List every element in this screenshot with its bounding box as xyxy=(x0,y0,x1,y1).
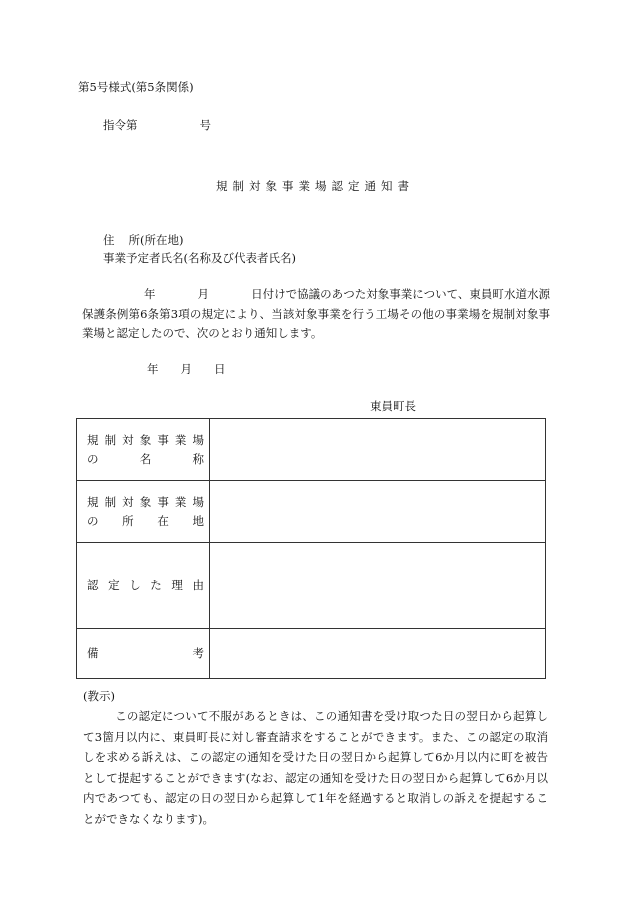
date-month: 月 xyxy=(180,362,192,376)
row-label-reason xyxy=(77,543,210,629)
notice-heading: (教示) xyxy=(83,689,115,703)
label-line xyxy=(87,431,204,449)
date-year: 年 xyxy=(147,362,159,376)
directive-prefix: 指令第 xyxy=(103,118,138,132)
label-char: 在 xyxy=(157,513,169,528)
directive-suffix: 号 xyxy=(199,118,211,132)
notice-text: この認定について不服があるときは、この通知書を受け取つた日の翌日から起算して3箇月以内に、東員町長に対し審査請求をすることができます。また、この認定の取消しを求める訴えは、この認定の通知を受けた日の翌日から起算して6か月以内に町を被告として提起することができます(なお、認定の通知を受けた日の翌日から起算して6か月以内であつても、認定の日の翌日から起算して1年を経過すると取消しの訴えを提起することができなくなります)。 xyxy=(83,709,548,826)
row-label-facility-location xyxy=(77,481,210,543)
label-char: た xyxy=(150,578,162,593)
info-table xyxy=(76,418,546,679)
label-char: 規 xyxy=(87,495,99,510)
date-day: 日 xyxy=(214,362,226,376)
label-char: の xyxy=(87,513,99,528)
address-label xyxy=(103,231,183,249)
row-label-facility-name xyxy=(77,419,210,481)
directive-number xyxy=(103,116,211,134)
facility-location-value[interactable] xyxy=(210,481,546,543)
label-char: 場 xyxy=(192,433,204,448)
label-char: 規 xyxy=(87,433,99,448)
label-line xyxy=(87,644,204,662)
label-line xyxy=(87,493,204,511)
label-char: 業 xyxy=(174,433,187,448)
label-char: 考 xyxy=(192,646,204,661)
form-number: 第5号様式(第5条関係) xyxy=(78,80,194,94)
label-char: 場 xyxy=(192,495,204,510)
label-char: 対 xyxy=(122,433,134,448)
label-char: 業 xyxy=(174,495,187,510)
issuer-name: 東員町長 xyxy=(370,399,416,413)
label-char: 認 xyxy=(87,578,99,593)
body-text: 日付けで協議のあつた対象事業について、東員町水道水源保護条例第6条第3項の規定により、当該対象事業を行う工場その他の事業場を規制対象事業場と認定したので、次のとおり通知します。 xyxy=(82,287,550,340)
label-char: 対 xyxy=(122,495,134,510)
label-char: 象 xyxy=(139,433,152,448)
row-label-remarks xyxy=(77,629,210,679)
table-row xyxy=(77,629,546,679)
document-title: 規制対象事業場認定通知書 xyxy=(216,179,414,193)
label-char: 定 xyxy=(108,578,120,593)
label-char: 象 xyxy=(139,495,152,510)
label-char: 地 xyxy=(192,513,204,528)
applicant-name-label: 事業予定者氏名(名称及び代表者氏名) xyxy=(103,251,296,265)
label-char: 称 xyxy=(192,451,204,466)
address-label-b: 所(所在地) xyxy=(128,233,184,247)
label-char: 事 xyxy=(157,433,169,448)
label-line xyxy=(87,450,204,468)
table-row xyxy=(77,419,546,481)
label-char: 由 xyxy=(192,578,204,593)
label-char: の xyxy=(87,451,99,466)
label-char: し xyxy=(129,578,141,593)
reason-value[interactable] xyxy=(210,543,546,629)
label-char: 制 xyxy=(104,495,117,510)
label-char: 所 xyxy=(122,513,134,528)
label-line xyxy=(87,576,204,594)
label-char: 制 xyxy=(104,433,117,448)
notification-body xyxy=(82,285,550,344)
label-line xyxy=(87,512,204,530)
label-char: 備 xyxy=(87,646,99,661)
remarks-value[interactable] xyxy=(210,629,546,679)
label-char: 理 xyxy=(171,578,183,593)
facility-name-value[interactable] xyxy=(210,419,546,481)
label-char: 事 xyxy=(157,495,169,510)
notice-body xyxy=(83,706,548,829)
table-row xyxy=(77,543,546,629)
table-row xyxy=(77,481,546,543)
body-month: 月 xyxy=(197,287,210,301)
label-char: 名 xyxy=(139,451,152,466)
body-year: 年 xyxy=(144,287,156,301)
date-line xyxy=(147,360,226,378)
address-label-a: 住 xyxy=(103,233,115,247)
